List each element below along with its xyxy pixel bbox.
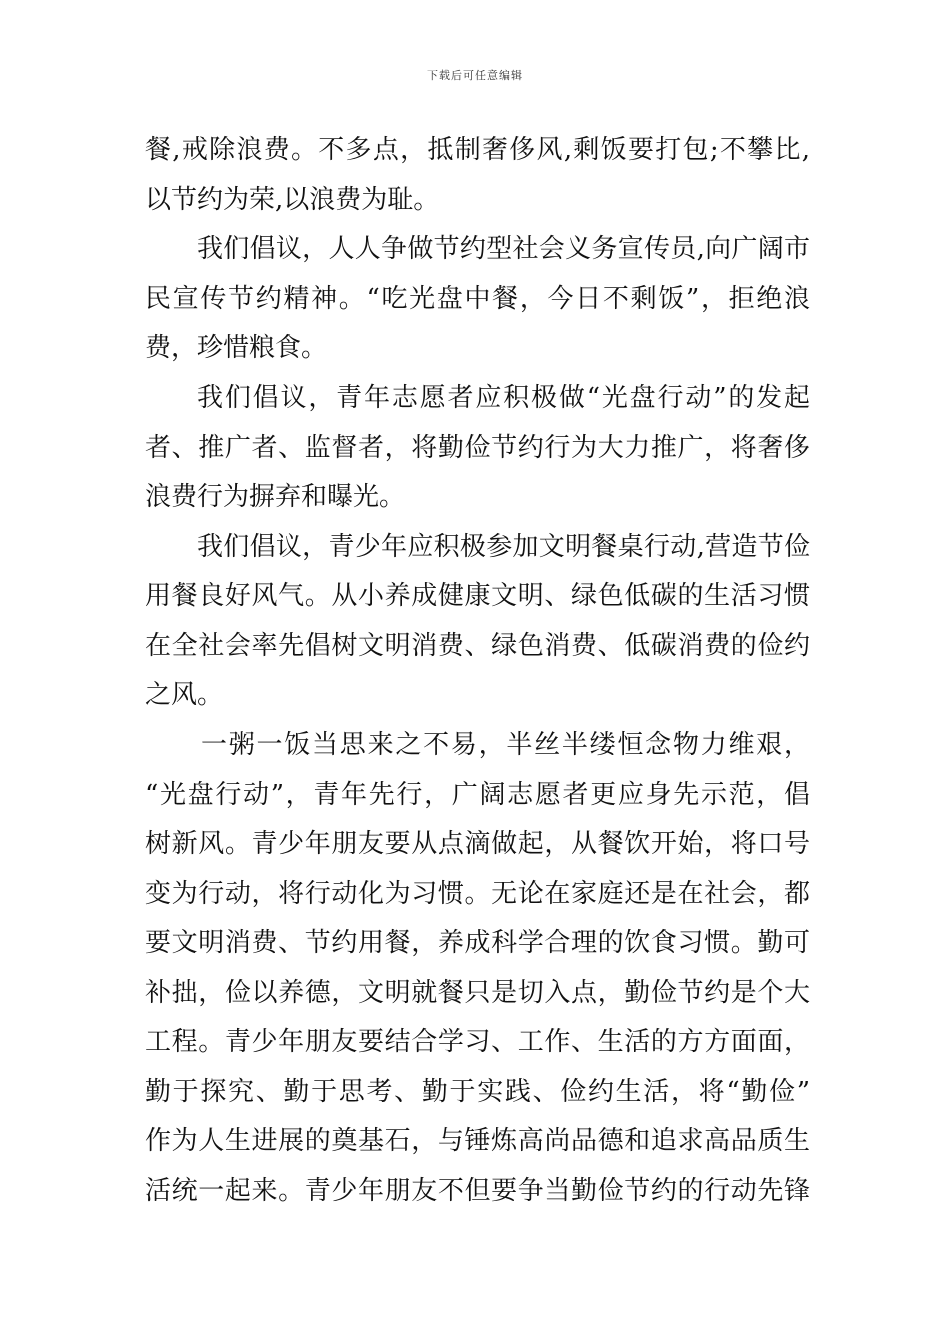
page-header: 下载后可任意编辑 [427, 69, 523, 82]
text-line: 之风。 [145, 680, 224, 710]
text-line: 在全社会率先倡树文明消费、绿色消费、低碳消费的俭约 [145, 631, 810, 661]
text-line: 要文明消费、节约用餐，养成科学合理的饮食习惯。勤可 [145, 928, 810, 958]
text-line: 树新风。青少年朋友要从点滴做起，从餐饮开始，将口号 [145, 829, 810, 859]
text-line: 活统一起来。青少年朋友不但要争当勤俭节约的行动先锋 [145, 1176, 810, 1206]
text-line: 补拙，俭以养德，文明就餐只是切入点，勤俭节约是个大 [145, 978, 810, 1008]
text-line: 浪费行为摒弃和曝光。 [145, 482, 406, 512]
text-line: 我们倡议，青少年应积极参加文明餐桌行动,营造节俭 [197, 532, 810, 562]
text-line: 作为人生进展的奠基石，与锤炼高尚品德和追求高品质生 [145, 1126, 810, 1156]
text-line: 以节约为荣,以浪费为耻。 [145, 185, 440, 215]
text-line: 我们倡议，人人争做节约型社会义务宣传员,向广阔市 [197, 234, 810, 264]
text-line: 我们倡议，青年志愿者应积极做“光盘行动”的发起 [197, 383, 810, 413]
text-line: 者、推广者、监督者，将勤俭节约行为大力推广，将奢侈 [145, 433, 810, 463]
text-line: 费，珍惜粮食。 [145, 333, 328, 363]
text-line: 一粥一饭当思来之不易，半丝半缕恒念物力维艰， [201, 730, 810, 760]
text-line: 勤于探究、勤于思考、勤于实践、俭约生活，将“勤俭” [145, 1077, 810, 1107]
text-line: 民宣传节约精神。“吃光盘中餐，今日不剩饭”，拒绝浪 [145, 284, 810, 314]
text-line: 变为行动，将行动化为习惯。无论在家庭还是在社会，都 [145, 879, 810, 909]
text-line: 用餐良好风气。从小养成健康文明、绿色低碳的生活习惯 [145, 581, 810, 611]
text-line: 工程。青少年朋友要结合学习、工作、生活的方方面面， [145, 1027, 810, 1057]
text-line: “光盘行动”，青年先行，广阔志愿者更应身先示范，倡 [145, 780, 810, 810]
text-line: 餐,戒除浪费。不多点，抵制奢侈风,剩饭要打包;不攀比, [145, 135, 810, 165]
